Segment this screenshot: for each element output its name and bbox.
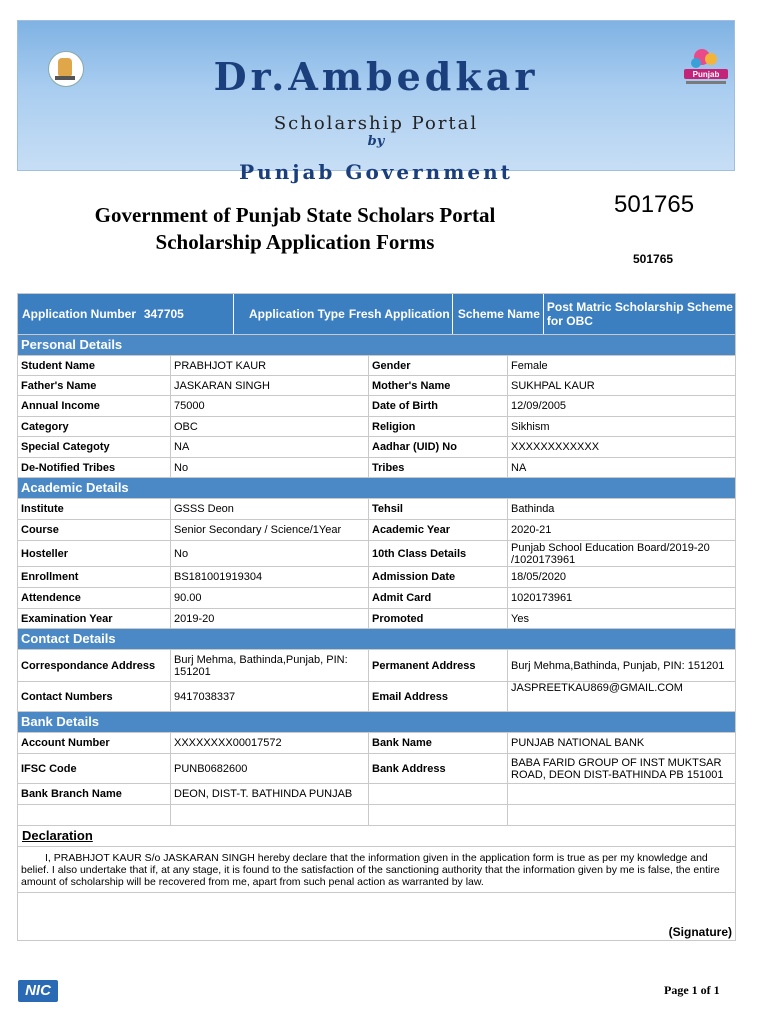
field-label: Gender <box>369 356 508 376</box>
field-label <box>18 805 171 826</box>
scheme-name-label: Scheme Name <box>453 294 544 334</box>
field-value: DEON, DIST-T. BATHINDA PUNJAB <box>171 784 369 805</box>
field-label: Course <box>18 520 171 541</box>
field-label: Admission Date <box>369 567 508 588</box>
field-value: PRABHJOT KAUR <box>171 356 369 376</box>
academic-row <box>18 588 736 609</box>
field-value: SUKHPAL KAUR <box>508 376 736 396</box>
field-label: Contact Numbers <box>18 682 171 712</box>
bank-row <box>18 733 736 754</box>
field-label: IFSC Code <box>18 754 171 784</box>
field-label: Bank Name <box>369 733 508 754</box>
portal-by: by <box>367 134 385 149</box>
field-value: XXXXXXXX00017572 <box>171 733 369 754</box>
field-label: Category <box>18 417 171 437</box>
page-number: Page 1 of 1 <box>664 983 720 997</box>
personal-row <box>18 356 736 376</box>
field-value <box>171 805 369 826</box>
field-value: 18/05/2020 <box>508 567 736 588</box>
signature-label: (Signature) <box>18 893 736 941</box>
field-value: Female <box>508 356 736 376</box>
field-value: Yes <box>508 609 736 629</box>
personal-row <box>18 396 736 417</box>
field-label: Bank Branch Name <box>18 784 171 805</box>
contact-row <box>18 682 736 712</box>
field-value <box>508 805 736 826</box>
field-label: Promoted <box>369 609 508 629</box>
personal-row <box>18 376 736 396</box>
field-value: 9417038337 <box>171 682 369 712</box>
declaration-title: Declaration <box>18 826 736 847</box>
academic-row <box>18 567 736 588</box>
field-value: BS181001919304 <box>171 567 369 588</box>
field-label <box>369 784 508 805</box>
portal-government: Punjab Government <box>239 160 513 184</box>
section-contact: Contact Details <box>18 629 736 650</box>
field-value: 2019-20 <box>171 609 369 629</box>
field-label: Date of Birth <box>369 396 508 417</box>
field-label: Special Categoty <box>18 437 171 458</box>
field-label: Attendence <box>18 588 171 609</box>
personal-details <box>18 356 736 478</box>
bank-row <box>18 754 736 784</box>
nic-logo: NIC <box>18 980 58 1002</box>
field-value: 75000 <box>171 396 369 417</box>
field-label: Religion <box>369 417 508 437</box>
personal-row <box>18 437 736 458</box>
field-label: Permanent Address <box>369 650 508 682</box>
field-label: Bank Address <box>369 754 508 784</box>
field-label: Academic Year <box>369 520 508 541</box>
field-label: Student Name <box>18 356 171 376</box>
field-value: No <box>171 541 369 567</box>
form-code-large: 501765 <box>614 191 695 218</box>
field-value: 90.00 <box>171 588 369 609</box>
field-value: 2020-21 <box>508 520 736 541</box>
field-label: Tehsil <box>369 499 508 520</box>
application-number: 347705 <box>141 294 234 334</box>
declaration-text <box>18 847 736 893</box>
field-value: GSSS Deon <box>171 499 369 520</box>
field-value: Senior Secondary / Science/1Year <box>171 520 369 541</box>
field-value: JASPREETKAU869@GMAIL.COM <box>508 682 736 712</box>
field-value: OBC <box>171 417 369 437</box>
application-number-label: Application Number <box>22 307 137 321</box>
section-academic: Academic Details <box>18 478 736 499</box>
academic-row <box>18 520 736 541</box>
bank-row <box>18 784 736 805</box>
field-label: Enrollment <box>18 567 171 588</box>
field-label: Annual Income <box>18 396 171 417</box>
field-label: Admit Card <box>369 588 508 609</box>
bank-row <box>18 805 736 826</box>
field-label: Aadhar (UID) No <box>369 437 508 458</box>
personal-row <box>18 417 736 437</box>
application-header-row <box>18 294 736 335</box>
field-value: PUNB0682600 <box>171 754 369 784</box>
field-value: NA <box>508 458 736 478</box>
field-label: De-Notified Tribes <box>18 458 171 478</box>
field-label: Examination Year <box>18 609 171 629</box>
field-label: 10th Class Details <box>369 541 508 567</box>
field-value: No <box>171 458 369 478</box>
section-bank: Bank Details <box>18 712 736 733</box>
academic-row <box>18 499 736 520</box>
field-value: XXXXXXXXXXXX <box>508 437 736 458</box>
field-value: Burj Mehma,Bathinda, Punjab, PIN: 151201 <box>508 650 736 682</box>
field-value: 12/09/2005 <box>508 396 736 417</box>
contact-details <box>18 650 736 712</box>
header-banner <box>17 20 735 184</box>
field-value: Punjab School Education Board/2019-20 /1020173961 <box>508 541 736 567</box>
field-value: JASKARAN SINGH <box>171 376 369 396</box>
field-label: Tribes <box>369 458 508 478</box>
application-type: Fresh Application <box>347 294 453 334</box>
field-label: Institute <box>18 499 171 520</box>
portal-title: Dr.Ambedkar <box>213 54 539 99</box>
academic-row <box>18 609 736 629</box>
field-label: Account Number <box>18 733 171 754</box>
academic-row <box>18 541 736 567</box>
form-code-small: 501765 <box>633 252 674 266</box>
bank-details <box>18 733 736 826</box>
field-label <box>369 805 508 826</box>
field-label: Email Address <box>369 682 508 712</box>
field-label: Hosteller <box>18 541 171 567</box>
field-label: Correspondance Address <box>18 650 171 682</box>
field-value: NA <box>171 437 369 458</box>
personal-row <box>18 458 736 478</box>
section-personal: Personal Details <box>18 335 736 356</box>
application-type-label: Application Type <box>249 307 345 321</box>
page-title-line1: Government of Punjab State Scholars Portal <box>94 203 496 227</box>
declaration-body: I, PRABHJOT KAUR S/o JASKARAN SINGH hereby declare that the information given in the application form is true as per my knowledge and belief. I also undertake that if, at any stage, it is found to the satisfaction of the sanctioning authority that the information given by me is false, the entire amount of scholarship will be recovered from me, apart from such penal action as warranted by law. <box>21 851 720 888</box>
field-value: Sikhism <box>508 417 736 437</box>
field-value: BABA FARID GROUP OF INST MUKTSAR ROAD, DEON DIST-BATHINDA PB 151001 <box>508 754 736 784</box>
scheme-name: Post Matric Scholarship Scheme for OBC <box>546 300 733 328</box>
contact-row <box>18 650 736 682</box>
field-value: PUNJAB NATIONAL BANK <box>508 733 736 754</box>
logo-text: Punjab <box>692 70 720 79</box>
field-value: 1020173961 <box>508 588 736 609</box>
field-value: Burj Mehma, Bathinda,Punjab, PIN: 151201 <box>171 650 369 682</box>
field-label: Mother's Name <box>369 376 508 396</box>
portal-subtitle: Scholarship Portal <box>273 113 479 134</box>
application-form-table <box>17 293 736 941</box>
academic-details <box>18 499 736 629</box>
field-value: Bathinda <box>508 499 736 520</box>
field-value <box>508 784 736 805</box>
page-title-line2: Scholarship Application Forms <box>155 230 435 254</box>
field-label: Father's Name <box>18 376 171 396</box>
